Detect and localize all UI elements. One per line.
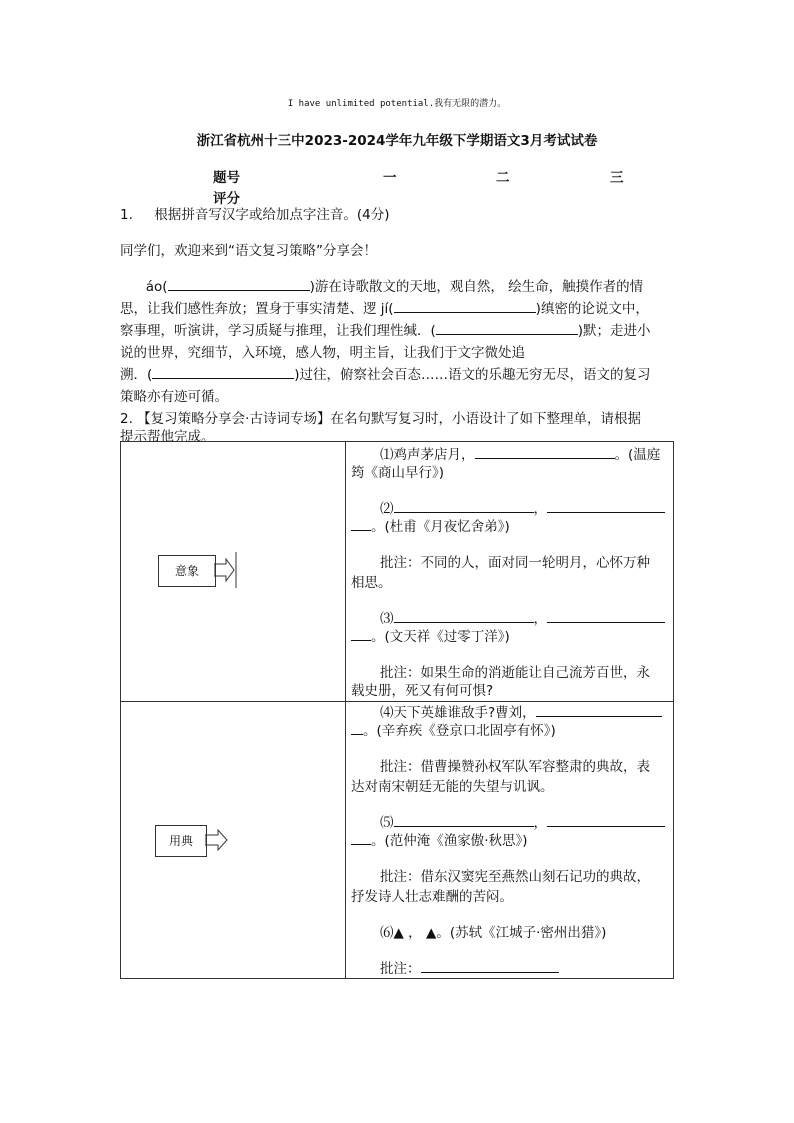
r2-blank-4b[interactable] (351, 720, 363, 735)
q1-number: 1. (120, 207, 133, 223)
row2-label-cell (121, 702, 346, 979)
q1-pinyin-ao: áo( (145, 279, 168, 295)
r2-blank-5b[interactable] (547, 812, 665, 827)
r2-line-9: ⑹▲ ， ▲。(苏轼《江城子·密州出猎》) (380, 925, 607, 941)
r1-line-2: 筠《商山早行》) (351, 465, 445, 481)
q1-para-line-2 (120, 298, 675, 320)
r2-line-2: 。(辛弃疾《登京口北固亭有怀》) (351, 720, 556, 742)
r2-line-1: ⑷天下英雄谁敌手?曹刘， (380, 702, 662, 724)
row1-arrow-icon (214, 552, 238, 588)
r1-blank-2b[interactable] (547, 498, 665, 513)
row1-label-cell (121, 442, 346, 702)
header-motto: I have unlimited potential.我有无限的潜力。 (287, 99, 507, 109)
r1-blank-1[interactable] (475, 444, 615, 459)
row2-label-box: 用典 (155, 825, 207, 857)
q1-para-2-tail: )缜密的论说文中， (535, 301, 649, 317)
row2-content-cell (346, 702, 674, 979)
page-title: 浙江省杭州十三中2023-2024学年九年级下学期语文3月考试试卷 (196, 133, 598, 149)
table-row (121, 442, 674, 702)
q1-para-1-text: )游在诗歌散文的天地，观自然， 绘生命，触摸作者的情 (309, 279, 644, 295)
r2-annotation-1b: 达对南宋朝廷无能的失望与讥讽。 (351, 779, 554, 795)
score-table-score-label: 评分 (213, 191, 240, 207)
r1-line-3: ⑵ ， (380, 498, 665, 520)
r2-blank-4a[interactable] (536, 702, 662, 717)
r2-annotation-2: 批注：借东汉窦宪至燕然山刻石记功的典故， (380, 869, 650, 885)
r1-annotation-1: 批注：不同的人，面对同一轮明月，心怀万种 (380, 555, 650, 571)
r1-line-4: 。(杜甫《月夜忆舍弟》) (351, 516, 510, 538)
q1-para-2-text: 思，让我们感性奔放；置身于事实清楚、逻 jí( (120, 301, 394, 317)
row1-label-box: 意象 (158, 555, 216, 587)
r1-blank-2c[interactable] (351, 516, 371, 531)
q1-greeting: 同学们，欢迎来到“语文复习策略”分享会！ (120, 243, 377, 259)
q1-para-line-5 (120, 364, 675, 386)
r2-blank-5a[interactable] (394, 812, 534, 827)
r2-line-6: 。(范仲淹《渔家傲·秋思》) (351, 830, 528, 852)
q2-prompt-line-1: 2. 【复习策略分享会·古诗词专场】在名句默写复习时，小语设计了如下整理单，请根据 (120, 411, 641, 427)
q1-para-5-text: 溯．( (120, 367, 153, 383)
score-table-col-1: 一 (383, 170, 397, 186)
row2-arrow-icon (205, 827, 231, 853)
score-table-col-2: 二 (496, 170, 510, 186)
q1-prompt-line (120, 204, 675, 226)
q1-para-line-6: 策略亦有迹可循。 (120, 389, 228, 405)
r1-line-8: 。(文天祥《过零丁洋》) (351, 626, 510, 648)
r2-blank-5c[interactable] (351, 830, 371, 845)
r2-line-5: ⑸ ， (380, 812, 665, 834)
score-table-col-3: 三 (610, 170, 624, 186)
r2-line-10: 批注： (380, 958, 559, 980)
q1-para-line-1 (120, 276, 675, 298)
q1-blank-ji[interactable] (394, 298, 536, 313)
q1-para-line-4: 说的世界，究细节，入环境，感人物，明主旨，让我们于文字微处追 (120, 345, 525, 361)
r1-blank-3b[interactable] (547, 608, 665, 623)
q2-summary-table (120, 441, 674, 979)
r1-line-1: ⑴鸡声茅店月， 。(温庭 (380, 444, 660, 466)
r1-annotation-2b: 载史册，死又有何可惧? (351, 683, 494, 699)
r2-annotation-2b: 抒发诗人壮志难酬的苦闷。 (351, 889, 513, 905)
q1-blank-su[interactable] (152, 364, 294, 379)
r1-annotation-1b: 相思。 (351, 575, 392, 591)
r1-blank-3a[interactable] (394, 608, 534, 623)
r1-blank-3c[interactable] (351, 626, 371, 641)
table-row (121, 702, 674, 979)
r2-annotation-1: 批注：借曹操赞孙权军队军容整肃的典故，表 (380, 759, 650, 775)
q1-para-line-3 (120, 320, 675, 342)
r1-blank-2a[interactable] (394, 498, 534, 513)
r1-line-7: ⑶ ， (380, 608, 665, 630)
q1-para-5-tail: )过往，俯察社会百态……语文的乐趣无穷无尽，语文的复习 (294, 367, 651, 383)
score-table-head-label: 题号 (213, 170, 240, 186)
q1-prompt: 根据拼音写汉字或给加点字注音。(4分) (154, 207, 390, 223)
q1-blank-jian[interactable] (436, 320, 578, 335)
row1-content-cell (346, 442, 674, 702)
r2-blank-6[interactable] (421, 958, 559, 973)
q1-para-3-tail: )默；走进小 (577, 323, 651, 339)
q2-prompt-line-2: 提示帮他完成。 (120, 429, 215, 445)
q1-blank-ao[interactable] (168, 276, 310, 291)
q1-para-3-text: 察事理，听演讲，学习质疑与推理，让我们理性缄．( (120, 323, 436, 339)
r1-annotation-2: 批注：如果生命的消逝能让自己流芳百世，永 (380, 665, 650, 681)
